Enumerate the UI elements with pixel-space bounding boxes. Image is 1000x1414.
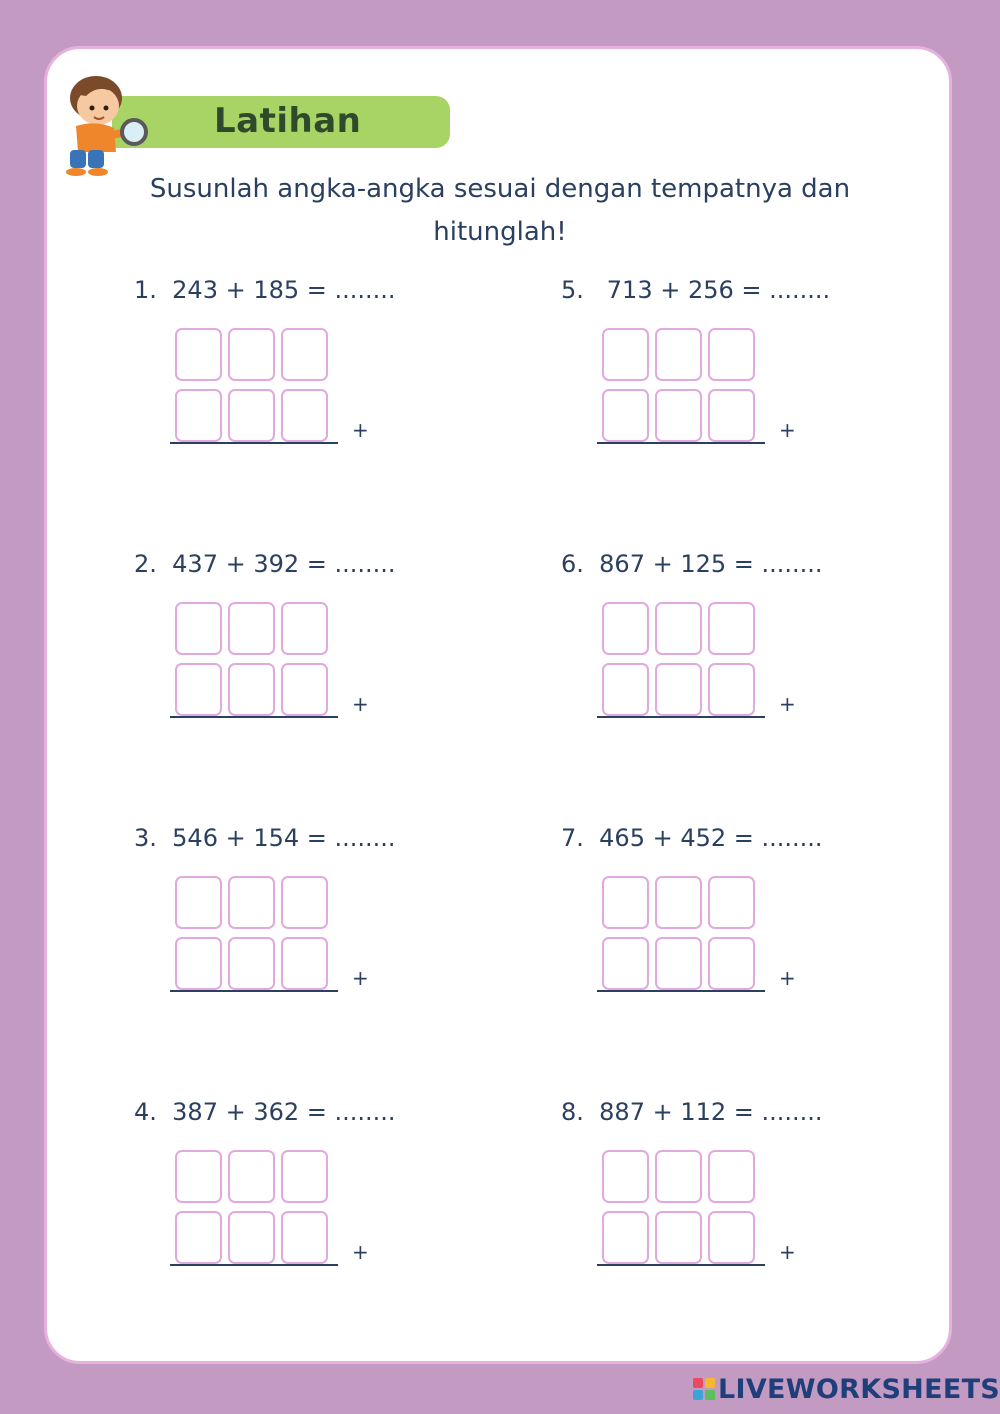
digit-box[interactable] xyxy=(175,602,222,655)
digit-box[interactable] xyxy=(281,876,328,929)
problem-6 xyxy=(561,550,941,750)
problem-4 xyxy=(134,1098,514,1298)
problem-3 xyxy=(134,824,514,1024)
liveworksheets-brand xyxy=(692,1374,1000,1404)
digit-box[interactable] xyxy=(708,663,755,716)
digit-box[interactable] xyxy=(281,328,328,381)
plus-sign: + xyxy=(779,1240,796,1264)
digit-box[interactable] xyxy=(281,389,328,442)
digit-box[interactable] xyxy=(228,1211,275,1264)
digit-box[interactable] xyxy=(655,389,702,442)
plus-sign: + xyxy=(352,418,369,442)
digit-box[interactable] xyxy=(602,602,649,655)
sum-line xyxy=(170,990,338,992)
plus-sign: + xyxy=(779,966,796,990)
problem-text: 4. 387 + 362 = ........ xyxy=(134,1098,396,1126)
sum-line xyxy=(170,442,338,444)
sum-line xyxy=(170,716,338,718)
liveworksheets-logo-icon xyxy=(692,1377,716,1401)
boy-magnifier-icon xyxy=(56,66,156,178)
digit-box[interactable] xyxy=(655,876,702,929)
digit-box[interactable] xyxy=(228,328,275,381)
instruction-text: Susunlah angka-angka sesuai dengan tempatnya dan hitunglah! xyxy=(149,174,851,247)
plus-sign: + xyxy=(352,692,369,716)
digit-box[interactable] xyxy=(281,602,328,655)
digit-box[interactable] xyxy=(175,389,222,442)
digit-box[interactable] xyxy=(708,602,755,655)
digit-box[interactable] xyxy=(228,876,275,929)
sum-line xyxy=(597,442,765,444)
digit-box[interactable] xyxy=(281,1150,328,1203)
problem-2 xyxy=(134,550,514,750)
problem-text: 8. 887 + 112 = ........ xyxy=(561,1098,823,1126)
digit-box[interactable] xyxy=(175,876,222,929)
digit-box[interactable] xyxy=(175,1150,222,1203)
sum-line xyxy=(170,1264,338,1266)
worksheet-title: Latihan xyxy=(214,101,362,141)
problem-1 xyxy=(134,276,514,476)
digit-box[interactable] xyxy=(602,663,649,716)
problem-text: 7. 465 + 452 = ........ xyxy=(561,824,823,852)
digit-box[interactable] xyxy=(281,1211,328,1264)
problem-text: 5. 713 + 256 = ........ xyxy=(561,276,831,304)
problem-8 xyxy=(561,1098,941,1298)
digit-box[interactable] xyxy=(708,328,755,381)
problem-5 xyxy=(561,276,941,476)
problem-text: 3. 546 + 154 = ........ xyxy=(134,824,396,852)
digit-box[interactable] xyxy=(655,937,702,990)
digit-box[interactable] xyxy=(228,389,275,442)
problem-text: 1. 243 + 185 = ........ xyxy=(134,276,396,304)
digit-box[interactable] xyxy=(602,389,649,442)
digit-box[interactable] xyxy=(281,663,328,716)
digit-box[interactable] xyxy=(228,937,275,990)
digit-box[interactable] xyxy=(602,1150,649,1203)
problem-text: 2. 437 + 392 = ........ xyxy=(134,550,396,578)
digit-box[interactable] xyxy=(708,389,755,442)
digit-box[interactable] xyxy=(602,937,649,990)
digit-box[interactable] xyxy=(708,876,755,929)
digit-box[interactable] xyxy=(655,1211,702,1264)
digit-box[interactable] xyxy=(175,328,222,381)
digit-box[interactable] xyxy=(175,663,222,716)
digit-box[interactable] xyxy=(602,1211,649,1264)
problem-text: 6. 867 + 125 = ........ xyxy=(561,550,823,578)
digit-box[interactable] xyxy=(228,602,275,655)
problem-7 xyxy=(561,824,941,1024)
digit-box[interactable] xyxy=(708,937,755,990)
digit-box[interactable] xyxy=(175,937,222,990)
digit-box[interactable] xyxy=(708,1211,755,1264)
sum-line xyxy=(597,716,765,718)
plus-sign: + xyxy=(779,692,796,716)
plus-sign: + xyxy=(352,1240,369,1264)
digit-box[interactable] xyxy=(228,1150,275,1203)
digit-box[interactable] xyxy=(655,663,702,716)
plus-sign: + xyxy=(352,966,369,990)
digit-box[interactable] xyxy=(655,1150,702,1203)
plus-sign: + xyxy=(779,418,796,442)
digit-box[interactable] xyxy=(228,663,275,716)
sum-line xyxy=(597,1264,765,1266)
digit-box[interactable] xyxy=(281,937,328,990)
sum-line xyxy=(597,990,765,992)
digit-box[interactable] xyxy=(175,1211,222,1264)
digit-box[interactable] xyxy=(655,602,702,655)
digit-box[interactable] xyxy=(655,328,702,381)
digit-box[interactable] xyxy=(602,328,649,381)
digit-box[interactable] xyxy=(602,876,649,929)
digit-box[interactable] xyxy=(708,1150,755,1203)
brand-text: LIVEWORKSHEETS xyxy=(718,1373,1000,1405)
